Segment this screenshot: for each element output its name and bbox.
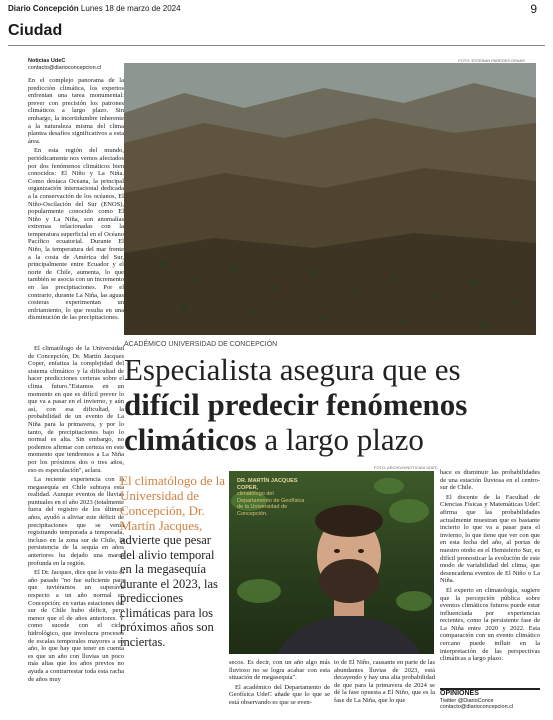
lead-column xyxy=(28,77,124,324)
pull-quote-highlight: El climatólogo de la Universidad de Concepción, Dr. Martín Jacques, xyxy=(120,473,226,533)
bottom-column-2 xyxy=(334,659,435,707)
byline-name: Noticias UdeC xyxy=(28,58,66,64)
headline xyxy=(124,352,544,457)
opinions-heading: OPINIONES xyxy=(440,688,540,698)
headline-bold: difícil predecir fenómenos climáticos xyxy=(124,387,468,457)
body-paragraph: El docente de la Facultad de Ciencias Físicas y Matemáticas UdeC afirma que las probabilidades actualmente muestran que es bastante incierto lo que va a pasar para el invierno, lo que tiene que ver con que en esta fecha del año, al portas de nuestro otoño en el Hemisferio Sur, es difícil pronosticar la evolución de este modo de variabilidad del clima, que desencadena eventos de El Niño o La Niña. xyxy=(440,493,540,585)
page-header xyxy=(8,4,545,20)
portrait-caption xyxy=(237,478,307,517)
landscape-illustration xyxy=(124,63,536,335)
body-paragraph: El climatólogo de la Universidad de Concepción, Dr. Martín Jacques Coper, enfatiza la complejidad del sistema climático y la dificultad de hacer predicciones certeras sobre el clima futuro."Estamos en un momento en que es difícil prever lo que va a pasar en el invierno, y aún así, con esa dificultad, la probabilidad de un evento de La Niña para la primavera, y por lo tanto, de precipitaciones bajo lo normal es alta. Sin embargo, no podemos afirmar con certeza en este momento que tendremos a La Niña por los próximos dos o tres años, eso es especulación", aclara. xyxy=(28,345,124,474)
body-paragraph: to de El Niño, causante en parte de las abundantes lluvias de 2023, está decayendo y hay una alta probabilidad de que para la primavera de 2024 se dé la fase opuesta a El Niño, que es la fase de La Niña, que lo que xyxy=(334,659,435,704)
body-paragraph: hace es disminuir las probabilidades de una estación lluviosa en el centro-sur de Chile. xyxy=(440,469,540,492)
body-paragraph: El Dr. Jacques, dice que lo visto el año pasado "no fue suficiente para que tuviéramos un superávit respecto a un año normal en Concepción; en varias estaciones del sur de Chile hubo déficit, pero menor que el de años anteriores. Y como sucede con el ciclo hidrológico, que involucra procesos de escalas temporales mayores a un año, lo que hay que tener en cuenta es que un año con lluvias un poco más altas que los años previos no ayuda a contrarrestar toda esta racha de años muy xyxy=(28,569,124,683)
lead-paragraph: En esta región del mundo, periódicamente nos vemos afectados por dos fenómenos climáticos bien conocidos: El Niño y La Niña. Como destaca Oceana, la principal organización internacional dedicada a la conservación de los océanos, El Niño-Oscilación del Sur (ENOS), popularmente conocido como El Niño y La Niña, son anomalías extremas relacionadas con la temperatura superficial en el Océano Pacífico ecuatorial. Durante El Niño, la temperatura del mar frente a la costa de América del Sur, principalmente entre Ecuador y el norte de Chile, aumenta, lo que también se asocia con un incremento en las precipitaciones. Por el contrario, durante La Niña, las aguas costeras experimentan un enfriamiento, lo que resulta en una disminución de las precipitaciones. xyxy=(28,147,124,322)
main-column xyxy=(28,345,124,685)
headline-part: a largo plazo xyxy=(256,422,424,457)
portrait-credit: FOTO: ARCHIVO/NOTICIAS UDEC xyxy=(374,465,438,470)
page-number: 9 xyxy=(530,2,537,16)
body-paragraph: secos. Es decir, con un año algo más lluvioso no se logra acabar con esta situación de megasequía". xyxy=(229,659,330,682)
portrait-caption-name: DR. MARTÍN JACQUES COPER, xyxy=(237,478,298,491)
opinions-email: contacto@diarioconcepcion.cl xyxy=(440,704,514,710)
section-divider xyxy=(8,45,545,46)
right-column xyxy=(440,469,540,665)
body-paragraph: La reciente experiencia con la megasequía en Chile subraya esta realidad. Aunque eventos de lluvias puntuales en el año 2023 (totalmente fuera del registro de los últimos años, ayudó a aliviar este déficit de precipitaciones que se venía registrando temporada a temporada, incluso en la zona sur de Chile, la persistencia de la sequía en años anteriores ha dejado una marca profunda en la región. xyxy=(28,476,124,567)
pull-quote-text: advierte que pesar del alivio temporal en la megasequía durante el 2023, las predicciones climáticas para los próximos años son inciertas. xyxy=(120,533,218,649)
photo-credit: FOTO: ESTEBAN PAREDES DRAKE xyxy=(458,58,525,63)
body-paragraph: El académico del Departamento de Geofísica UdeC añade que lo que se está observando es que se even- xyxy=(229,683,330,706)
section-title: Ciudad xyxy=(8,22,63,39)
lead-paragraph: En el complejo panorama de la predicción climática, los expertos enfrentan una tarea monumental: prever con precisión los patrones climáticos a largo plazo. Sin embargo, la incertidumbre inherente a la naturaleza misma del clima plantea desafíos significativos a esta área. xyxy=(28,77,124,145)
body-paragraph: El experto en climatología, sugiere que la percepción pública sobre eventos climáticos futuros puede estar influenciada por experiencias recientes, como la persistente fase de La Niña entre 2020 y 2022. Esta comparación con un evento climático cercano puede influir en la interpretación de las perspectivas climáticas a largo plazo. xyxy=(440,586,540,663)
pull-quote xyxy=(120,473,226,649)
byline xyxy=(28,58,133,72)
headline-part: Especialista asegura que es xyxy=(124,352,461,387)
byline-email: contacto@diarioconcepcion.cl xyxy=(28,65,102,71)
article-kicker: ACADÉMICO UNIVERSIDAD DE CONCEPCIÓN xyxy=(124,341,278,348)
opinions-box xyxy=(440,688,540,711)
issue-date: Lunes 18 de marzo de 2024 xyxy=(80,4,181,13)
newspaper-name: Diario Concepción xyxy=(8,4,79,13)
bottom-column-1 xyxy=(229,659,330,709)
opinions-twitter: Twitter @DiarioConce xyxy=(440,697,494,704)
landscape-photo xyxy=(124,63,536,335)
portrait-caption-text: climatólogo del Departamento de Geofísica de la Universidad de Concepción. xyxy=(237,491,305,517)
